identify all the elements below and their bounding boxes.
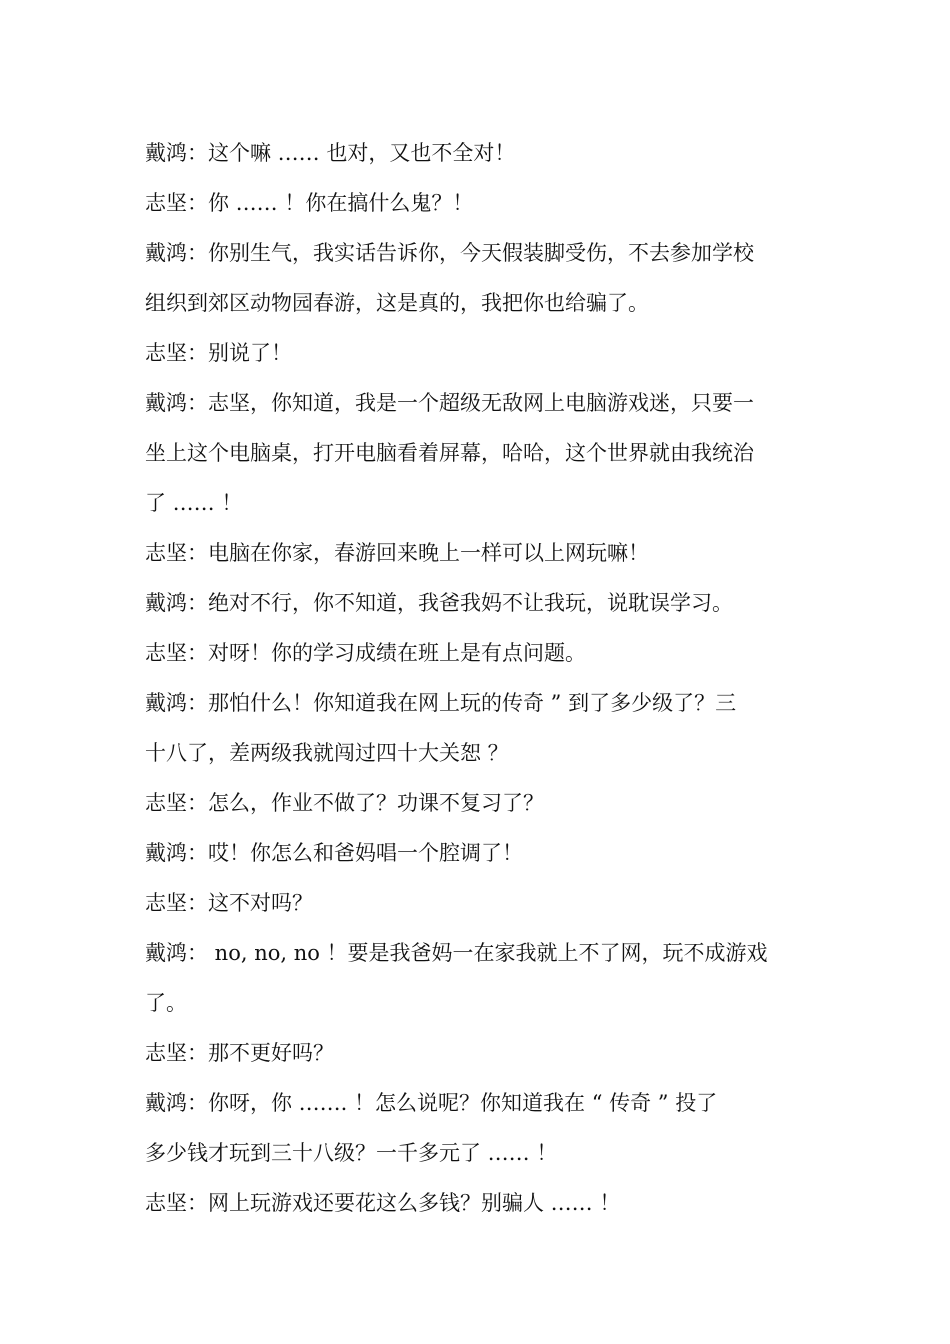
dialogue-line: 志坚：你 …… ！你在搞什么鬼？！ [145, 191, 474, 215]
dialogue-line: 戴鸿：那怕什么！你知道我在网上玩的传奇 ” 到了多少级了？三 [145, 691, 737, 715]
dialogue-line: 志坚：电脑在你家，春游回来晚上一样可以上网玩嘛！ [145, 541, 649, 565]
dialogue-line: 志坚：网上玩游戏还要花这么多钱？别骗人 …… ！ [145, 1191, 621, 1215]
dialogue-line: 戴鸿：这个嘛 …… 也对，又也不全对！ [145, 141, 516, 165]
dialogue-line: 了 …… ！ [145, 491, 243, 515]
dialogue-line: 戴鸿： no, no, no ！要是我爸妈一在家我就上不了网，玩不成游戏 [145, 941, 768, 965]
dialogue-line: 志坚：那不更好吗？ [145, 1041, 334, 1065]
dialogue-line: 十八了，差两级我就闯过四十大关恕 ？ [145, 741, 509, 765]
dialogue-line: 戴鸿：你别生气，我实话告诉你，今天假装脚受伤，不去参加学校 [145, 241, 754, 265]
dialogue-line: 志坚：怎么，作业不做了？功课不复习了？ [145, 791, 544, 815]
dialogue-line: 戴鸿：绝对不行，你不知道，我爸我妈不让我玩，说耽误学习。 [145, 591, 733, 615]
dialogue-line: 戴鸿：你呀，你 ……. ！怎么说呢？你知道我在 “ 传奇 ” 投了 [145, 1091, 718, 1115]
dialogue-line: 戴鸿：志坚，你知道，我是一个超级无敌网上电脑游戏迷，只要一 [145, 391, 754, 415]
dialogue-line: 组织到郊区动物园春游，这是真的，我把你也给骗了。 [145, 291, 649, 315]
dialogue-line: 了。 [145, 991, 187, 1015]
dialogue-line: 坐上这个电脑桌，打开电脑看着屏幕，哈哈，这个世界就由我统治 [145, 441, 754, 465]
dialogue-line: 志坚：这不对吗？ [145, 891, 313, 915]
dialogue-line: 志坚：对呀！你的学习成绩在班上是有点问题。 [145, 641, 586, 665]
dialogue-line: 戴鸿：哎！你怎么和爸妈唱一个腔调了！ [145, 841, 523, 865]
dialogue-line: 志坚：别说了！ [145, 341, 292, 365]
dialogue-line: 多少钱才玩到三十八级？一千多元了 …… ！ [145, 1141, 558, 1165]
